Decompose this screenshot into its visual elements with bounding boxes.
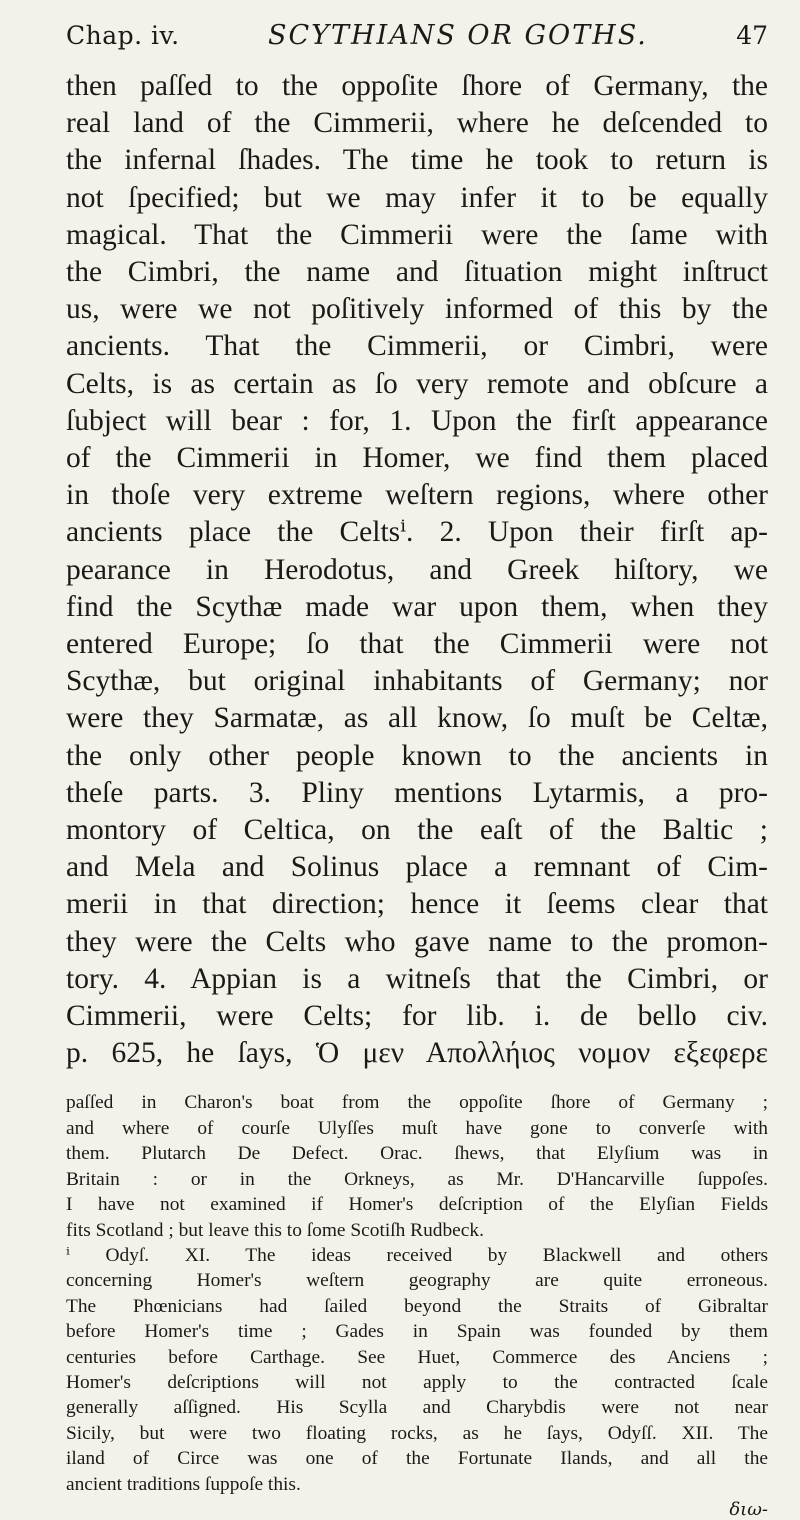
text-line: find the Scythæ made war upon them, when they — [66, 590, 768, 623]
text-line: tory. 4. Appian is a witneſs that the Cimbri, or — [66, 962, 768, 995]
text-line: entered Europe; ſo that the Cimmerii were not — [66, 628, 768, 661]
text-line: then paſſed to the oppoſite ſhore of Germany, the — [66, 70, 768, 102]
text-line: of the Cimmerii in Homer, we find them placed — [66, 442, 768, 475]
text-line: merii in that direction; hence it ſeems clear that — [66, 888, 768, 921]
footnote-line: them. Plutarch De Defect. Orac. ſhews, that Elyſium was in — [66, 1143, 768, 1165]
chapter-label: Chap. iv. — [66, 21, 180, 50]
text-line: pearance in Herodotus, and Greek hiſtory, we — [66, 553, 768, 586]
footnote-line: and where of courſe Ulyſſes muſt have gone to converſe with — [66, 1117, 768, 1139]
text-line: us, were we not poſitively informed of this by the — [66, 293, 768, 326]
text-line: they were the Celts who gave name to the promon- — [66, 925, 768, 958]
text-line: Cimmerii, were Celts; for lib. i. de bello civ. — [66, 1000, 768, 1033]
text-line: the infernal ſhades. The time he took to return is — [66, 144, 768, 177]
text-line: theſe parts. 3. Pliny mentions Lytarmis, a pro- — [66, 776, 768, 809]
text-line: montory of Celtica, on the eaſt of the Baltic ; — [66, 814, 768, 847]
footnote-line: paſſed in Charon's boat from the oppoſite ſhore of Germany ; — [66, 1092, 768, 1114]
footnote-line: centuries before Carthage. See Huet, Commerce des Anciens ; — [66, 1346, 768, 1368]
text-line: and Mela and Solinus place a remnant of Cim- — [66, 851, 768, 884]
text-line: in thoſe very extreme weſtern regions, where other — [66, 479, 768, 512]
book-page — [66, 20, 768, 1520]
footnote-line: Sicily, but were two floating rocks, as he ſays, Odyſſ. XII. The — [66, 1422, 768, 1444]
text-line: real land of the Cimmerii, where he deſcended to — [66, 107, 768, 140]
text-line: Celts, is as certain as ſo very remote and obſcure a — [66, 367, 768, 400]
text-line: not ſpecified; but we may infer it to be equally — [66, 181, 768, 214]
footnote-line: The Phœnicians had ſailed beyond the Straits of Gibraltar — [66, 1295, 768, 1317]
running-title: SCYTHIANS OR GOTHS. — [268, 20, 648, 51]
footnote-line: iland of Circe was one of the Fortunate Ilands, and all the — [66, 1448, 768, 1470]
text-line: the only other people known to the ancients in — [66, 739, 768, 772]
footnotes — [66, 1090, 768, 1497]
text-line: ancients place the Celtsⁱ. 2. Upon their firſt ap- — [66, 516, 768, 549]
running-header — [66, 20, 768, 60]
text-line: ancients. That the Cimmerii, or Cimbri, were — [66, 330, 768, 363]
text-line: ſubject will bear : for, 1. Upon the firſt appearance — [66, 404, 768, 437]
text-line: were they Sarmatæ, as all know, ſo muſt be Celtæ, — [66, 702, 768, 735]
page-number: 47 — [736, 21, 768, 50]
text-line: Scythæ, but original inhabitants of Germany; nor — [66, 665, 768, 698]
footnote-line: concerning Homer's weſtern geography are quite erroneous. — [66, 1270, 768, 1292]
footnote-line: Britain : or in the Orkneys, as Mr. D'Hancarville ſuppoſes. — [66, 1168, 768, 1190]
text-line: p. 625, he ſays, Ὁ μεν Απολλήιος νομον εξεφερε — [66, 1037, 768, 1070]
footnote-line: ⁱ Odyſ. XI. The ideas received by Blackwell and others — [66, 1244, 768, 1266]
footnote-line: I have not examined if Homer's deſcription of the Elyſian Fields — [66, 1194, 768, 1216]
footnote-line: before Homer's time ; Gades in Spain was founded by them — [66, 1321, 768, 1343]
text-line: magical. That the Cimmerii were the ſame with — [66, 218, 768, 251]
footnote-line: ancient traditions ſuppoſe this. — [66, 1473, 301, 1495]
catchword: διω- — [729, 1498, 768, 1520]
footnote-line: fits Scotland ; but leave this to ſome Scotiſh Rudbeck. — [66, 1219, 484, 1241]
text-line: the Cimbri, the name and ſituation might inſtruct — [66, 256, 768, 289]
footnote-line: generally aſſigned. His Scylla and Charybdis were not near — [66, 1397, 768, 1419]
footnote-line: Homer's deſcriptions will not apply to the contracted ſcale — [66, 1371, 768, 1393]
main-text — [66, 68, 768, 1072]
